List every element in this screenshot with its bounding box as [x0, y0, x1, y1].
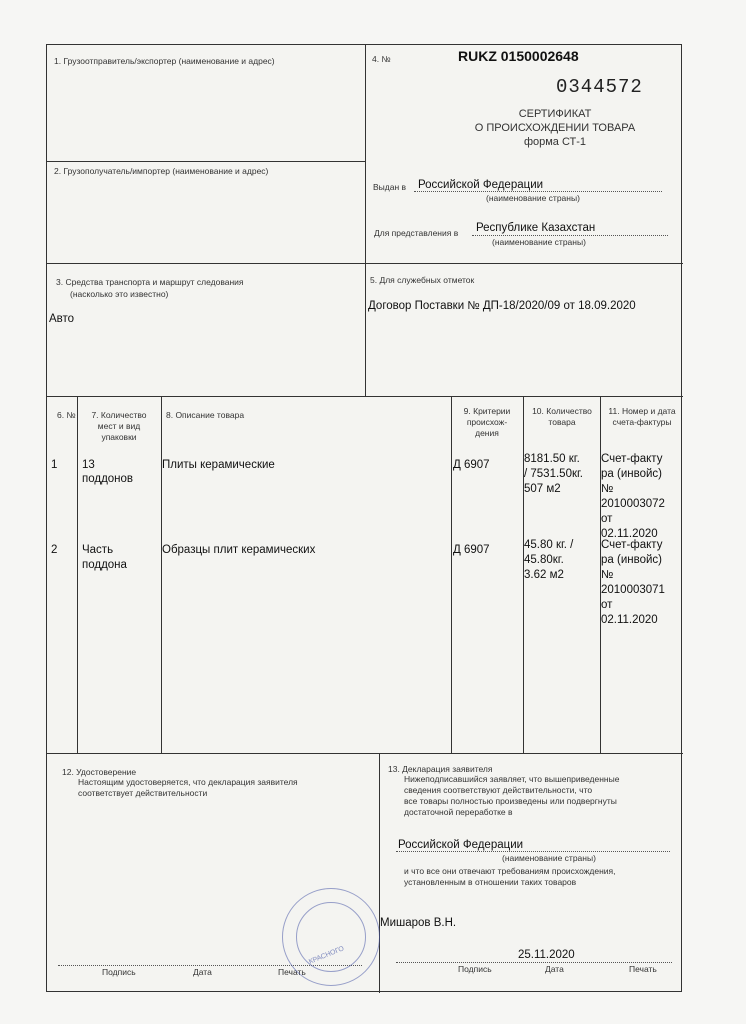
col8-header: 8. Описание товара	[166, 410, 245, 420]
box4-label: 4. №	[372, 54, 391, 64]
row1-packages: 13	[82, 459, 95, 471]
box12-sig-label: Подпись	[102, 967, 136, 977]
row2-qty-area: 3.62 м2	[524, 569, 564, 581]
row2-invoice-line1: Счет-факту	[601, 539, 663, 551]
box2-label: 2. Грузополучатель/импортер (наименование и адрес)	[54, 166, 269, 176]
row1-qty-net: / 7531.50кг.	[524, 468, 583, 480]
box5-contract: Договор Поставки № ДП-18/2020/09 от 18.09.2020	[368, 300, 636, 312]
row2-invoice-from: от	[601, 599, 613, 611]
issued-label: Выдан в	[373, 182, 407, 192]
certificate-subtitle: О ПРОИСХОЖДЕНИИ ТОВАРА	[474, 122, 636, 134]
presented-country: Республике Казахстан	[476, 222, 596, 234]
row2-criteria: Д 6907	[453, 544, 490, 556]
col10-header: 10. Количество товара	[532, 406, 592, 427]
row2-qty-net: 45.80кг.	[524, 554, 564, 566]
box3-label: 3. Средства транспорта и маршрут следования	[56, 277, 244, 287]
row1-invoice-from: от	[601, 513, 613, 525]
row2-invoice-date: 02.11.2020	[601, 614, 658, 626]
row1-invoice-date: 02.11.2020	[601, 528, 658, 540]
box3-label-hint: (насколько это известно)	[70, 289, 169, 299]
row2-invoice-line2: ра (инвойс)	[601, 554, 662, 566]
official-stamp-inner	[296, 902, 366, 972]
box12-date-label: Дата	[193, 967, 212, 977]
transport-value: Авто	[49, 313, 75, 325]
signer-name: Мишаров В.Н.	[380, 917, 457, 929]
row2-invoice-line3: №	[601, 569, 614, 581]
row2-description: Образцы плит керамических	[162, 544, 316, 556]
box13-country-hint: (наименование страны)	[502, 853, 596, 863]
col6-header: 6. №	[57, 410, 76, 420]
row1-invoice-line1: Счет-факту	[601, 453, 663, 465]
box5-label: 5. Для служебных отметок	[370, 275, 475, 285]
series-number: RUKZ 0150002648	[458, 48, 579, 64]
box12-label: 12. Удостоверение	[62, 767, 137, 777]
declaration-date: 25.11.2020	[518, 949, 575, 961]
box13-text-line2: сведения соответствуют действительности, что	[404, 785, 593, 795]
row2-packages: Часть	[82, 544, 114, 556]
row2-invoice-number: 2010003071	[601, 584, 665, 596]
presented-label: Для представления в	[374, 228, 459, 238]
row2-no: 2	[51, 544, 58, 556]
box12-seal-label: Печать	[278, 967, 306, 977]
box13-label: 13. Декларация заявителя	[388, 764, 493, 774]
box12-text-line2: соответствует действительности	[78, 788, 208, 798]
row1-no: 1	[51, 459, 58, 471]
issued-hint: (наименование страны)	[486, 193, 580, 203]
box13-country: Российской Федерации	[398, 839, 524, 851]
row1-invoice-number: 2010003072	[601, 498, 665, 510]
row1-invoice-line3: №	[601, 483, 614, 495]
box13-text-line1: Нижеподписавшийся заявляет, что вышеприведенные	[404, 774, 620, 784]
issued-country: Российской Федерации	[418, 179, 544, 191]
certificate-form	[46, 44, 682, 992]
box13-text-line3: все товары полностью произведены или подвергнуты	[404, 796, 617, 806]
box1-label: 1. Грузоотправитель/экспортер (наименование и адрес)	[54, 56, 275, 66]
row1-description: Плиты керамические	[162, 459, 275, 471]
stamp-text: КРАСНОГО	[308, 945, 346, 966]
col9-header: 9. Критерии происхож-дения	[463, 406, 511, 438]
row2-packages-type: поддона	[82, 559, 127, 571]
certificate-form-type: форма СТ-1	[523, 136, 587, 148]
box13-text-line4: достаточной переработке в	[404, 807, 513, 817]
row1-invoice-line2: ра (инвойс)	[601, 468, 662, 480]
row1-qty-area: 507 м2	[524, 483, 561, 495]
col11-header: 11. Номер и дата счета-фактуры	[608, 406, 676, 427]
box12-text-line1: Настоящим удостоверяется, что декларация заявителя	[78, 777, 298, 787]
row1-qty-gross: 8181.50 кг.	[524, 453, 580, 465]
serial-number: 0344572	[556, 76, 643, 98]
col7-header: 7. Количество мест и вид упаковки	[91, 410, 147, 442]
row2-qty-gross: 45.80 кг. /	[524, 539, 574, 551]
row1-packages-type: поддонов	[82, 473, 134, 485]
box13-text-line5: и что все они отвечают требованиям происхождения,	[404, 866, 616, 876]
box13-date-label: Дата	[545, 964, 564, 974]
presented-hint: (наименование страны)	[492, 237, 586, 247]
box13-text-line6: установленным в отношении таких товаров	[404, 877, 577, 887]
box13-sig-label: Подпись	[458, 964, 492, 974]
row1-criteria: Д 6907	[453, 459, 490, 471]
certificate-title: СЕРТИФИКАТ	[518, 108, 592, 120]
box13-seal-label: Печать	[629, 964, 657, 974]
